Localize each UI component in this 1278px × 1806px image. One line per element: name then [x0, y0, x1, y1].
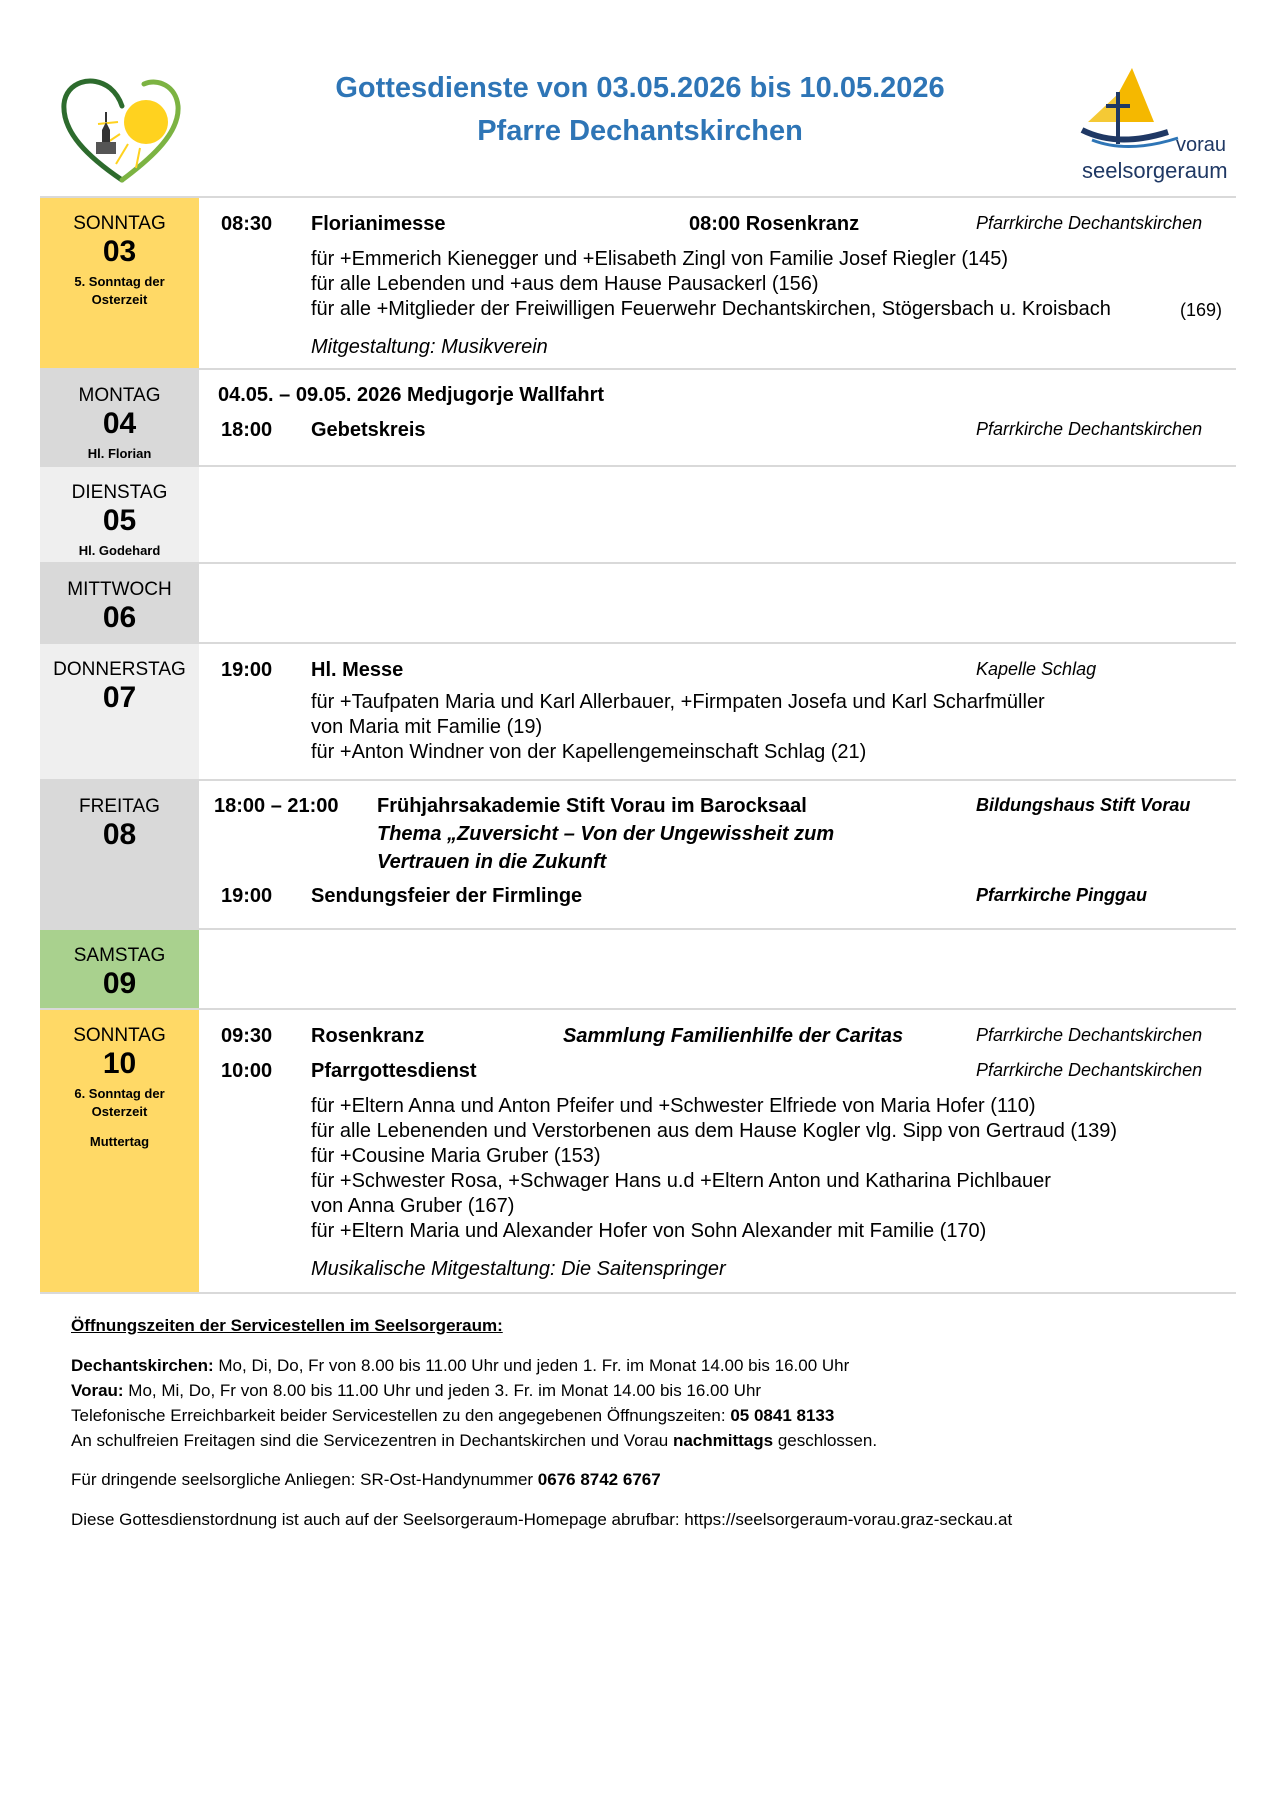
day-note-line: Osterzeit — [91, 292, 148, 307]
day-name: DIENSTAG — [71, 482, 168, 503]
event-title: Hl. Messe — [311, 659, 404, 681]
event-time: 08:30 — [221, 213, 273, 235]
footer-label: Vorau: — [71, 1381, 124, 1400]
event-location: Kapelle Schlag — [976, 659, 1097, 679]
day-row-friday-08 — [40, 781, 1236, 930]
event-secondary: 08:00 Rosenkranz — [689, 213, 860, 235]
mass-intention: für +Taufpaten Maria und Karl Allerbauer, +Firmpaten Josefa und Karl Scharfmüller — [311, 691, 1045, 713]
page-title: Gottesdienste von 03.05.2026 bis 10.05.2026 — [335, 72, 945, 104]
heart-church-sun-logo — [58, 72, 186, 184]
day-name: MONTAG — [78, 385, 161, 406]
day-name: SAMSTAG — [73, 945, 166, 966]
day-cell — [40, 564, 199, 642]
footer-line-phone — [71, 1406, 834, 1426]
event-location: Pfarrkirche Dechantskirchen — [976, 1060, 1203, 1080]
logo-text-seelsorgeraum: seelsorgeraum — [1082, 158, 1228, 183]
mass-intention-number: (169) — [1180, 300, 1223, 320]
mass-intention: für +Schwester Rosa, +Schwager Hans u.d +Eltern Anton und Katharina Pichlbauer — [311, 1170, 1051, 1192]
day-cell — [40, 198, 199, 368]
event-headline: 04.05. – 09.05. 2026 Medjugorje Wallfahrt — [218, 384, 605, 406]
day-number: 06 — [102, 601, 137, 634]
mass-intention: von Anna Gruber (167) — [311, 1195, 515, 1217]
footer-text: Telefonische Erreichbarkeit beider Servicestellen zu den angegebenen Öffnungszeiten: — [71, 1406, 731, 1425]
footer-line-closed — [71, 1431, 877, 1451]
event-time: 18:00 — [221, 419, 273, 441]
event-time: 18:00 – 21:00 — [214, 795, 339, 817]
event-title: Gebetskreis — [311, 419, 426, 441]
footer-line-urgent — [71, 1470, 661, 1490]
day-number: 07 — [102, 681, 137, 714]
mass-intention: für +Emmerich Kienegger und +Elisabeth Zingl von Familie Josef Riegler (145) — [311, 248, 1009, 270]
music-note: Mitgestaltung: Musikverein — [311, 336, 548, 358]
day-name: SONNTAG — [73, 1025, 166, 1046]
event-title: Florianimesse — [311, 213, 446, 235]
footer-label: Dechantskirchen: — [71, 1356, 214, 1375]
day-row-thursday-07 — [40, 644, 1236, 781]
mass-intention: für alle Lebenden und +aus dem Hause Pausackerl (156) — [311, 273, 819, 295]
day-note — [40, 273, 199, 309]
music-note: Musikalische Mitgestaltung: Die Saitenspringer — [311, 1258, 726, 1280]
footer-bold: nachmittags — [672, 1431, 774, 1450]
event-title: Pfarrgottesdienst — [311, 1060, 477, 1082]
mass-intention: für +Cousine Maria Gruber (153) — [311, 1145, 601, 1167]
day-note-line: 6. Sonntag der — [74, 1086, 165, 1101]
mass-intention: für alle Lebenenden und Verstorbenen aus dem Hause Kogler vlg. Sipp von Gertraud (139) — [311, 1120, 1118, 1142]
mass-intention: für +Eltern Anna und Anton Pfeifer und +Schwester Elfriede von Maria Hofer (110) — [311, 1095, 1036, 1117]
day-content — [199, 781, 1236, 928]
event-title: Rosenkranz — [311, 1025, 425, 1047]
day-content — [199, 644, 1236, 779]
day-name: DONNERSTAG — [53, 659, 186, 680]
footer-text: An schulfreien Freitagen sind die Servicezentren in Dechantskirchen und Vorau — [71, 1431, 673, 1450]
event-location: Pfarrkirche Dechantskirchen — [976, 213, 1203, 233]
schedule-table — [40, 196, 1236, 1294]
day-number: 08 — [102, 818, 137, 851]
day-note: Hl. Godehard — [78, 543, 161, 558]
event-theme: Vertrauen in die Zukunft — [377, 851, 607, 873]
event-time: 09:30 — [221, 1025, 273, 1047]
day-name: MITTWOCH — [67, 579, 172, 600]
footer-text: Mo, Mi, Do, Fr von 8.00 bis 11.00 Uhr und jeden 3. Fr. im Monat 14.00 bis 16.00 Uhr — [123, 1381, 762, 1400]
day-cell — [40, 781, 199, 928]
day-cell — [40, 370, 199, 465]
day-name: SONNTAG — [73, 213, 166, 234]
day-number: 04 — [102, 407, 137, 440]
event-location: Pfarrkirche Pinggau — [976, 885, 1148, 905]
day-name: FREITAG — [79, 796, 160, 817]
footer-line-homepage: Diese Gottesdienstordnung ist auch auf der Seelsorgeraum-Homepage abrufbar: https://seelsorgeraum-vorau.graz-seckau.at — [71, 1510, 1013, 1529]
day-content — [199, 370, 1236, 465]
footer-phone-number: 05 0841 8133 — [730, 1406, 835, 1425]
footer-text: geschlossen. — [773, 1431, 878, 1450]
event-time: 10:00 — [221, 1060, 273, 1082]
day-note-muttertag: Muttertag — [89, 1134, 150, 1149]
day-number: 03 — [102, 235, 137, 268]
day-note — [40, 1085, 199, 1121]
event-location: Pfarrkirche Dechantskirchen — [976, 419, 1203, 439]
day-cell — [40, 644, 199, 779]
event-title: Frühjahrsakademie Stift Vorau im Barocksaal — [377, 795, 807, 817]
footer-line-vorau — [71, 1381, 761, 1401]
mass-intention: von Maria mit Familie (19) — [311, 716, 543, 738]
day-content — [199, 198, 1236, 368]
day-content — [199, 1010, 1236, 1292]
event-time: 19:00 — [221, 885, 273, 907]
event-time: 19:00 — [221, 659, 273, 681]
footer-urgent-number: 0676 8742 6767 — [537, 1470, 661, 1489]
day-note: Hl. Florian — [87, 446, 152, 461]
logo-text-vorau: vorau — [1176, 134, 1227, 156]
day-note-line: Osterzeit — [91, 1104, 148, 1119]
page-header — [0, 0, 1278, 196]
seelsorgeraum-vorau-logo — [1078, 66, 1238, 186]
footer-heading: Öffnungszeiten der Servicestellen im Seelsorgeraum: — [71, 1316, 503, 1335]
mass-intention: für alle +Mitglieder der Freiwilligen Feuerwehr Dechantskirchen, Stögersbach u. Kroisbach — [311, 298, 1111, 320]
day-row-saturday-09 — [40, 930, 1236, 1010]
day-number: 05 — [102, 504, 137, 537]
event-location: Pfarrkirche Dechantskirchen — [976, 1025, 1203, 1045]
event-collection: Sammlung Familienhilfe der Caritas — [563, 1025, 904, 1047]
day-row-monday-04 — [40, 370, 1236, 467]
day-cell — [40, 1010, 199, 1292]
mass-intention: für +Anton Windner von der Kapellengemeinschaft Schlag (21) — [311, 741, 867, 763]
day-number: 09 — [102, 967, 137, 1000]
event-title: Sendungsfeier der Firmlinge — [311, 885, 583, 907]
page-subtitle: Pfarre Dechantskirchen — [477, 115, 803, 147]
day-row-wednesday-06 — [40, 564, 1236, 644]
day-note-line: 5. Sonntag der — [74, 274, 165, 289]
event-theme: Thema „Zuversicht – Von der Ungewissheit zum — [377, 823, 835, 845]
day-cell — [40, 930, 199, 1008]
footer-text: Für dringende seelsorgliche Anliegen: SR-Ost-Handynummer — [71, 1470, 538, 1489]
day-row-sunday-03 — [40, 196, 1236, 370]
day-row-tuesday-05 — [40, 467, 1236, 564]
day-row-sunday-10 — [40, 1010, 1236, 1294]
mass-intention: für +Eltern Maria und Alexander Hofer von Sohn Alexander mit Familie (170) — [311, 1220, 987, 1242]
day-cell — [40, 467, 199, 562]
day-number: 10 — [102, 1047, 137, 1080]
footer-text: Mo, Di, Do, Fr von 8.00 bis 11.00 Uhr und jeden 1. Fr. im Monat 14.00 bis 16.00 Uhr — [213, 1356, 850, 1375]
event-location: Bildungshaus Stift Vorau — [976, 795, 1191, 815]
footer-line-dechantskirchen — [71, 1356, 849, 1376]
